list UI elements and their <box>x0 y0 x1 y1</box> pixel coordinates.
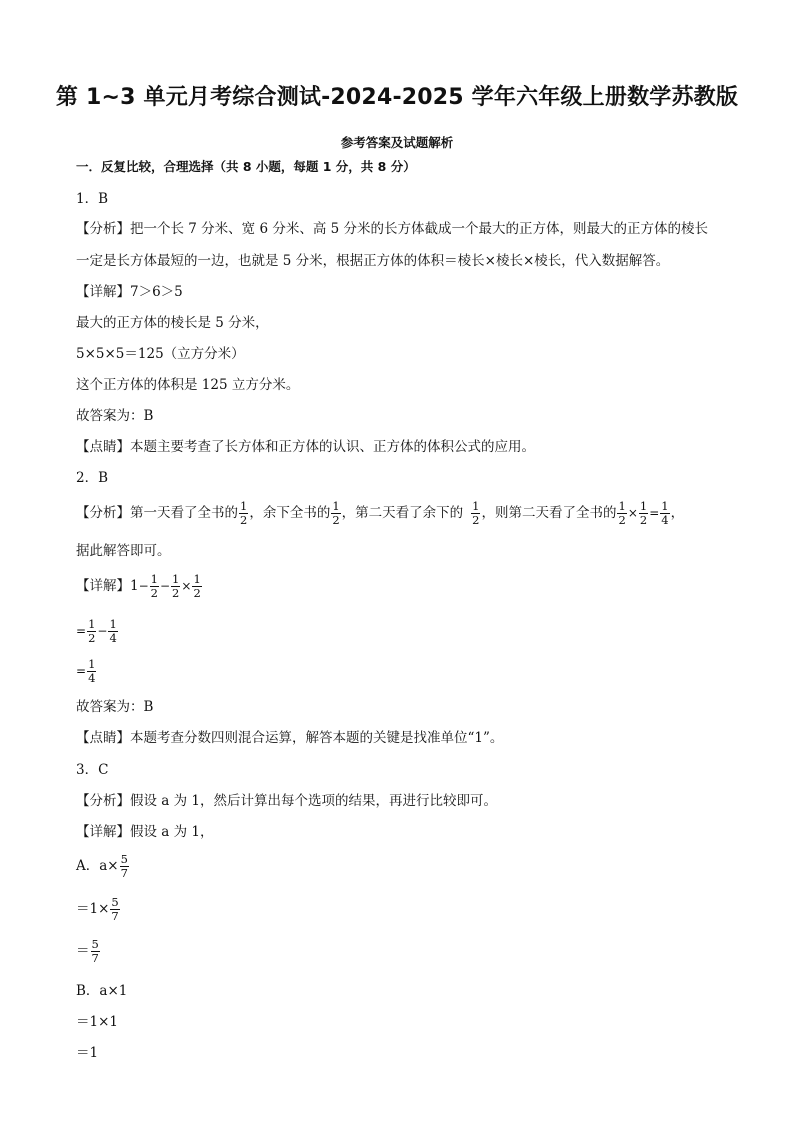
fraction-one-half: $\frac{1}{2}$ <box>88 617 96 645</box>
analysis-text: 【分析】第一天看了全书的 <box>76 505 238 521</box>
option-b-step: ＝1 <box>76 1045 99 1061</box>
times-sign: × <box>181 579 192 593</box>
equals-sign: = <box>76 624 87 638</box>
answer-text: 故答案为：B <box>76 699 154 715</box>
detail-text: 【详解】7＞6＞5 <box>76 284 183 300</box>
detail-text: 【详解】假设 a 为 1， <box>76 824 214 840</box>
answer-text: 故答案为：B <box>76 408 154 424</box>
fraction-one-quarter: $\frac{1}{4}$ <box>109 617 117 645</box>
analysis-text: 一定是长方体最短的一边，也就是 5 分米，根据正方体的体积＝棱长×棱长×棱长，代入数据解答。 <box>76 253 670 269</box>
option-a-line <box>76 850 130 882</box>
fraction-one-half: $\frac{1}{2}$ <box>172 572 180 600</box>
fraction-one-half: $\frac{1}{2}$ <box>240 499 248 527</box>
question-number: 2．B <box>76 470 109 486</box>
option-a-step <box>76 893 121 925</box>
analysis-formula-line <box>76 497 684 529</box>
detail-text: 这个正方体的体积是 125 立方分米。 <box>76 377 300 393</box>
detail-formula-line <box>76 655 97 687</box>
option-label: A．a× <box>76 858 119 874</box>
comment-text: 【点睛】本题主要考查了长方体和正方体的认识、正方体的体积公式的应用。 <box>76 439 535 455</box>
equals-sign: = <box>76 664 87 678</box>
fraction-one-half: $\frac{1}{2}$ <box>332 499 340 527</box>
minus-sign: − <box>138 579 149 593</box>
minus-sign: − <box>97 624 108 638</box>
fraction-five-sevenths: $\frac{5}{7}$ <box>120 852 128 880</box>
analysis-text: 【分析】假设 a 为 1，然后计算出每个选项的结果，再进行比较即可。 <box>76 793 498 809</box>
analysis-text: ，第二天看了余下的 <box>341 505 464 521</box>
question-number: 1．B <box>76 191 109 207</box>
fraction-one-quarter: $\frac{1}{4}$ <box>88 657 96 685</box>
comment-text: 【点睛】本题考查分数四则混合运算，解答本题的关键是找准单位“1”。 <box>76 730 504 746</box>
step-prefix: ＝ <box>76 943 90 959</box>
option-b-step: ＝1×1 <box>76 1014 118 1030</box>
analysis-text: ， <box>670 505 685 521</box>
equals-sign: = <box>649 506 660 520</box>
detail-formula-line <box>76 615 119 647</box>
fraction-one-half: $\frac{1}{2}$ <box>150 572 158 600</box>
answer-key-subtitle: 参考答案及试题解析 <box>340 135 454 150</box>
step-prefix: ＝1× <box>76 901 110 917</box>
fraction-five-sevenths: $\frac{5}{7}$ <box>111 895 119 923</box>
fraction-one-half: $\frac{1}{2}$ <box>639 499 648 527</box>
fraction-one-quarter: $\frac{1}{4}$ <box>661 499 669 527</box>
option-b-line: B．a×1 <box>76 983 128 999</box>
minus-sign: − <box>159 579 171 593</box>
detail-text: 5×5×5＝125（立方分米） <box>76 346 245 362</box>
detail-formula-line <box>76 570 203 602</box>
section-heading: 一．反复比较，合理选择（共 8 小题，每题 1 分，共 8 分） <box>76 159 416 174</box>
fraction-one-half: $\frac{1}{2}$ <box>193 572 201 600</box>
analysis-text: 【分析】把一个长 7 分米、宽 6 分米、高 5 分米的长方体截成一个最大的正方体，则最大的正方体的棱长 <box>76 221 709 237</box>
analysis-text: ，则第二天看了全书的 <box>481 505 617 521</box>
document-title: 第 1~3 单元月考综合测试-2024-2025 学年六年级上册数学苏教版 <box>55 85 739 110</box>
fraction-five-sevenths: $\frac{5}{7}$ <box>91 937 99 965</box>
times-sign: × <box>627 506 638 520</box>
option-a-step <box>76 935 101 967</box>
analysis-text: ，余下全书的 <box>249 505 331 521</box>
analysis-text: 据此解答即可。 <box>76 543 171 559</box>
question-number: 3．C <box>76 762 109 778</box>
fraction-one-half: $\frac{1}{2}$ <box>618 499 626 527</box>
detail-text: 【详解】1 <box>76 578 139 594</box>
fraction-one-half: $\frac{1}{2}$ <box>472 499 480 527</box>
detail-text: 最大的正方体的棱长是 5 分米， <box>76 315 269 331</box>
